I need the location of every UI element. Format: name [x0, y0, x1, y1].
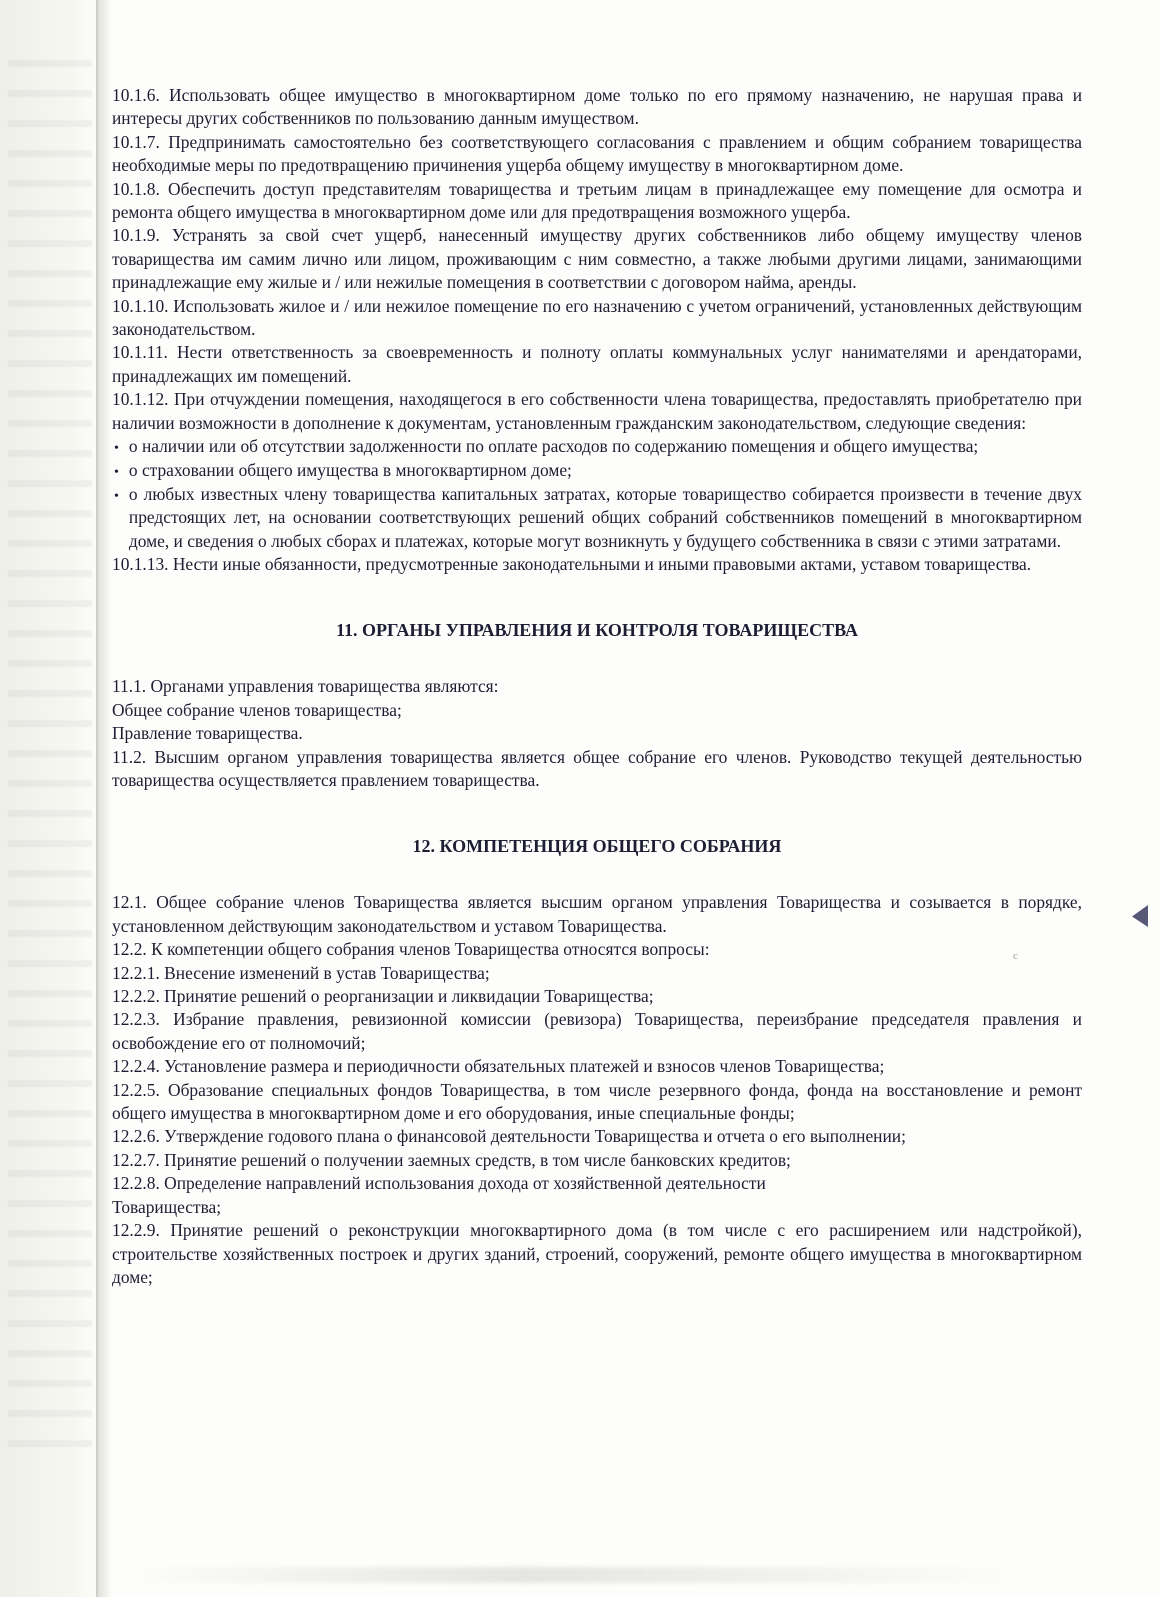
bullet-text: о страховании общего имущества в многоквартирном доме; — [128, 459, 572, 480]
clause-12-2-9: 12.2.9. Принятие решений о реконструкции многоквартирного дома (в том числе с его расширением или надстройкой), строительстве хозяйственных построек и других зданий, строений, сооружений, ремонте общего имущества в многоквартирном доме; — [112, 1220, 1082, 1287]
clause-12-2-4: 12.2.4. Установление размера и периодичности обязательных платежей и взносов членов Товарищества; — [112, 1056, 885, 1077]
clause-12-2-6: 12.2.6. Утверждение годового плана о финансовой деятельности Товарищества и отчета о его выполнении; — [112, 1126, 906, 1147]
clause-11-1-item-2: Правление товарищества. — [112, 723, 303, 744]
scan-binding-shadow — [98, 0, 112, 1597]
clause-11-1-item-1: Общее собрание членов товарищества; — [112, 699, 402, 720]
clause-11-2: 11.2. Высшим органом управления товарищества является общее собрание его членов. Руководство текущей деятельностью товарищества осуществляется правлением товарищества. — [112, 746, 1082, 790]
clause-12-2-8: 12.2.8. Определение направлений использования дохода от хозяйственной деятельности — [112, 1173, 766, 1194]
bullet-icon: • — [114, 488, 119, 504]
clause-12-2-5: 12.2.5. Образование специальных фондов Товарищества, в том числе резервного фонда, фонда на восстановление и ремонт общего имущества в многоквартирном доме и его оборудования, иные специальные фонды; — [112, 1079, 1082, 1124]
section-heading-11: 11. ОРГАНЫ УПРАВЛЕНИЯ И КОНТРОЛЯ ТОВАРИЩЕСТВА — [335, 620, 859, 641]
spacer — [112, 792, 1082, 836]
clause-10-1-12-item-1 — [112, 435, 1082, 459]
scan-bleedthrough-artifact — [8, 60, 92, 1460]
clause-12-2-2: 12.2.2. Принятие решений о реорганизации и ликвидации Товарищества; — [112, 986, 654, 1007]
document-body — [112, 84, 1082, 1289]
clause-10-1-10: 10.1.10. Использовать жилое и / или нежилое помещение по его назначению с учетом ограничений, установленных действующим законодательством. — [112, 295, 1082, 340]
bullet-icon: • — [114, 441, 119, 457]
clause-12-2: 12.2. К компетенции общего собрания членов Товарищества относятся вопросы: — [112, 939, 710, 960]
scan-edge-marker — [1132, 905, 1148, 927]
bullet-text: о наличии или об отсутствии задолженности по оплате расходов по содержанию помещения и общего имущества; — [128, 436, 979, 457]
clause-10-1-12: 10.1.12. При отчуждении помещения, находящегося в его собственности члена товарищества, предоставлять приобретателю при наличии возможности в дополнение к документам, установленным гражданским законодательством, следующие сведения: — [112, 389, 1082, 433]
clause-12-2-1: 12.2.1. Внесение изменений в устав Товарищества; — [112, 962, 490, 983]
scan-bottom-smudge — [120, 1567, 1020, 1583]
clause-10-1-7: 10.1.7. Предпринимать самостоятельно без соответствующего согласования с правлением и общим собранием товарищества необходимые меры по предотвращению причинения ущерба общему имуществу в многоквартирном доме. — [112, 131, 1082, 176]
bullet-text: о любых известных члену товарищества капитальных затратах, которые товарищество собирается произвести в течение двух предстоящих лет, на основании соответствующих решений общих собраний собственников помещений в многоквартирном доме, и сведения о любых сборах и платежах, которые могут возникнуть у будущего собственника в связи с этими затратами. — [128, 483, 1082, 551]
clause-10-1-8: 10.1.8. Обеспечить доступ представителям товарищества и третьим лицам в принадлежащее ему помещение для осмотра и ремонта общего имущества в многоквартирном доме или для предотвращения возможного ущерба. — [112, 178, 1082, 223]
clause-10-1-6: 10.1.6. Использовать общее имущество в многоквартирном доме только по его прямому назначению, не нарушая права и интересы других собственников по пользованию данным имуществом. — [112, 85, 1082, 129]
clause-12-2-7: 12.2.7. Принятие решений о получении заемных средств, в том числе банковских кредитов; — [112, 1149, 791, 1170]
spacer — [112, 857, 1082, 891]
spacer — [112, 576, 1082, 620]
scan-speck: c — [1013, 950, 1018, 962]
clause-11-1: 11.1. Органами управления товарищества являются: — [112, 676, 499, 697]
clause-12-1: 12.1. Общее собрание членов Товарищества является высшим органом управления Товарищества и созывается в порядке, установленном действующим законодательством и уставом Товарищества. — [112, 892, 1082, 936]
section-heading-12: 12. КОМПЕТЕНЦИЯ ОБЩЕГО СОБРАНИЯ — [412, 836, 782, 857]
bullet-icon: • — [114, 464, 119, 480]
clause-10-1-13: 10.1.13. Нести иные обязанности, предусмотренные законодательными и иными правовыми актами, уставом товарищества. — [112, 553, 1032, 574]
clause-10-1-12-item-2 — [112, 459, 1082, 483]
clause-10-1-9: 10.1.9. Устранять за свой счет ущерб, нанесенный имуществу других собственников либо общему имуществу членов товарищества им самим лично или лицом, проживающим с ним совместно, а также любыми другими лицами, занимающими принадлежащие ему жилые и / или нежилые помещения в соответствии с договором найма, аренды. — [112, 225, 1082, 293]
spacer — [112, 641, 1082, 675]
clause-12-2-8-cont: Товарищества; — [112, 1196, 222, 1217]
clause-10-1-12-item-3 — [112, 483, 1082, 553]
clause-12-2-3: 12.2.3. Избрание правления, ревизионной комиссии (ревизора) Товарищества, переизбрание председателя правления и освобождение его от полномочий; — [112, 1009, 1082, 1053]
clause-10-1-11: 10.1.11. Нести ответственность за своевременность и полноту оплаты коммунальных услуг нанимателями и арендаторами, принадлежащих им помещений. — [112, 342, 1082, 386]
